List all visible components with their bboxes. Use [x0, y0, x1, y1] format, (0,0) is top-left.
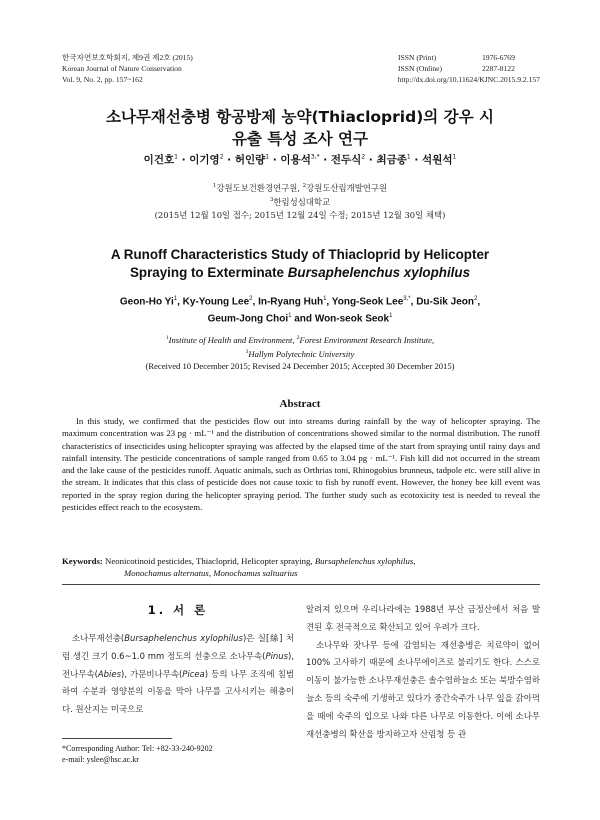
footnote-rule: [62, 738, 172, 739]
korean-title-line1: 소나무재선충병 항공방제 농약(Thiacloprid)의 강우 시: [106, 108, 494, 126]
english-title-line1: A Runoff Characteristics Study of Thiacloprid by Helicopter: [110, 247, 490, 262]
english-title-line2: Spraying to Exterminate Bursaphelenchus xylophilus: [129, 265, 471, 280]
issn-online-row: [340, 63, 540, 74]
korean-dates: (2015년 12월 10일 접수; 2015년 12월 24일 수정; 2015년 12월 30일 채택): [154, 209, 446, 220]
author-email[interactable]: e-mail: yslee@hsc.ac.kr: [62, 755, 139, 764]
corresponding-author: *Corresponding Author: Tel: +82-33-240-9202: [62, 744, 213, 753]
author-kr: 이용석$^{3,*}$: [280, 153, 320, 166]
english-dates: (Received 10 December 2015; Revised 24 December 2015; Accepted 30 December 2015): [145, 361, 455, 372]
keywords-label: Keywords:: [62, 556, 103, 566]
author-kr: 최금종$^1$: [376, 153, 411, 166]
doi-link[interactable]: http://dx.doi.org/10.11624/KJNC.2015.9.2.157: [397, 75, 540, 84]
author-kr: 석원석$^1$: [422, 153, 457, 166]
footnote: [62, 743, 294, 765]
author-kr: 전두식$^2$: [330, 153, 366, 166]
keywords-line1: Neonicotinoid pesticides, Thiacloprid, Helicopter spraying, Bursaphelenchus xylophilus,: [105, 556, 416, 566]
abstract-heading: Abstract: [279, 398, 321, 410]
korean-title: [70, 106, 530, 150]
divider-rule: [62, 584, 540, 585]
english-affiliations: [60, 332, 540, 373]
issn-online-label: ISSN (Online): [398, 64, 443, 73]
author-kr: 이건호$^1$: [143, 153, 178, 166]
issn-print-value: 1976-6769: [482, 53, 515, 62]
korean-affiliation-line1: $^1$강원도보건환경연구원, $^2$강원도산림개발연구원: [212, 182, 388, 193]
issn-print-row: [340, 52, 540, 63]
keywords: [62, 555, 540, 580]
issn-print-label: ISSN (Print): [398, 53, 437, 62]
english-authors: [60, 292, 540, 327]
journal-volume: Vol. 9, No. 2, pp. 157~162: [62, 75, 143, 84]
english-authors-line2: Geum-Jong Choi$^1$ and Won-seok Seok$^1$: [207, 313, 393, 325]
body-column-left: 소나무재선충(Bursaphelenchus xylophilus)은 실[絲] 처럼 생긴 크기 0.6~1.0 mm 정도의 선충으로 소나무속(Pinus), 전나무속(Abies), 가문비나무속(Picea) 등의 나무 조직에 침범하여 수분과 영양분의 이동을 막아 나무를 고사시키는 해충이다. 원산지는 미국으로: [62, 633, 294, 715]
abstract-text: In this study, we confirmed that the pesticides flow out into streams during rainfall by the way of helicopter spraying. The maximum concentration was 23 pg · mL⁻¹ and the distribution of concentrations showed similar to the normal distribution. The runoff characteristics of insecticides using helicopter spraying was affected by the elapsed time of the start from spraying until rainy days and rainfall intensity. The pesticide concentrations of sample ranged from 0.65 to 3.04 pg · mL⁻¹. Fish kill did not occurred in the stream and the lake cause of the pesticides runoff. Aquatic animals, such as Orthrias toni, Rhinogobius brunneus, tadpole etc. were still alive in the stream. It indicates that this class of pesticide does not cause toxic to fish by runoff event. However, the honey bee kill event was reported in the spray region during the helicopter spraying period. The further study such as ecotoxicity test is needed to reveal the pesticides effect reach to the ecosystem.: [62, 416, 540, 513]
journal-header-left: [62, 52, 342, 85]
korean-title-line2: 유출 특성 조사 연구: [232, 130, 368, 148]
english-affiliation-line1: $^1$Institute of Health and Environment, $^2$Forest Environment Research Institute,: [165, 334, 435, 345]
issn-online-value: 2287-8122: [482, 64, 515, 73]
english-title: [70, 246, 530, 282]
english-affiliation-line2: $^3$Hallym Polytechnic University: [245, 349, 355, 360]
korean-authors: 이건호$^1$ · 이기영$^2$ · 허인량$^1$ · 이용석$^{3,*}$ · 전두식$^2$ · 최금종$^1$ · 석원석$^1$: [143, 153, 457, 166]
journal-name-korean: 한국자연보호학회지, 제9권 제2호 (2015): [62, 53, 193, 62]
journal-header-right: [340, 52, 540, 85]
body-paragraph: 알려져 있으며 우리나라에는 1988년 부산 금정산에서 처음 발견된 후 전국적으로 확산되고 있어 우려가 크다.: [306, 604, 540, 632]
author-kr: 허인량$^1$: [234, 153, 270, 166]
korean-affiliations: [60, 180, 540, 221]
body-column-right: [306, 601, 540, 743]
journal-name-english: Korean Journal of Nature Conservation: [62, 64, 182, 73]
author-kr: 이기영$^2$: [189, 153, 224, 166]
body-paragraph: 소나무와 잣나무 등에 감염되는 재선충병은 치료약이 없어 100% 고사하기 때문에 소나무에이즈로 불리기도 한다. 스스로 이동이 불가능한 소나무재선충은 솔수염하늘소 또는 북방수염하늘소 등의 숙주에 기생하고 있다가 중간숙주가 나무 잎을 갉아먹을 때에 숙주의 입으로 나와 다른 나무로 이동한다. 이에 소나무재선충병의 확산을 방지하고자 산림청 등 관: [306, 639, 540, 739]
section-heading-introduction: 1. 서 론: [147, 603, 209, 617]
korean-affiliation-line2: $^3$한림성심대학교: [269, 197, 331, 208]
english-authors-line1: Geon-Ho Yi$^1$, Ky-Young Lee$^2$, In-Ryang Huh$^1$, Yong-Seok Lee$^{3,*}$, Du-Sik Jeon$^2$,: [119, 296, 481, 308]
keywords-line2: Monochamus alternatus, Monochamus saltuarius: [124, 568, 298, 579]
